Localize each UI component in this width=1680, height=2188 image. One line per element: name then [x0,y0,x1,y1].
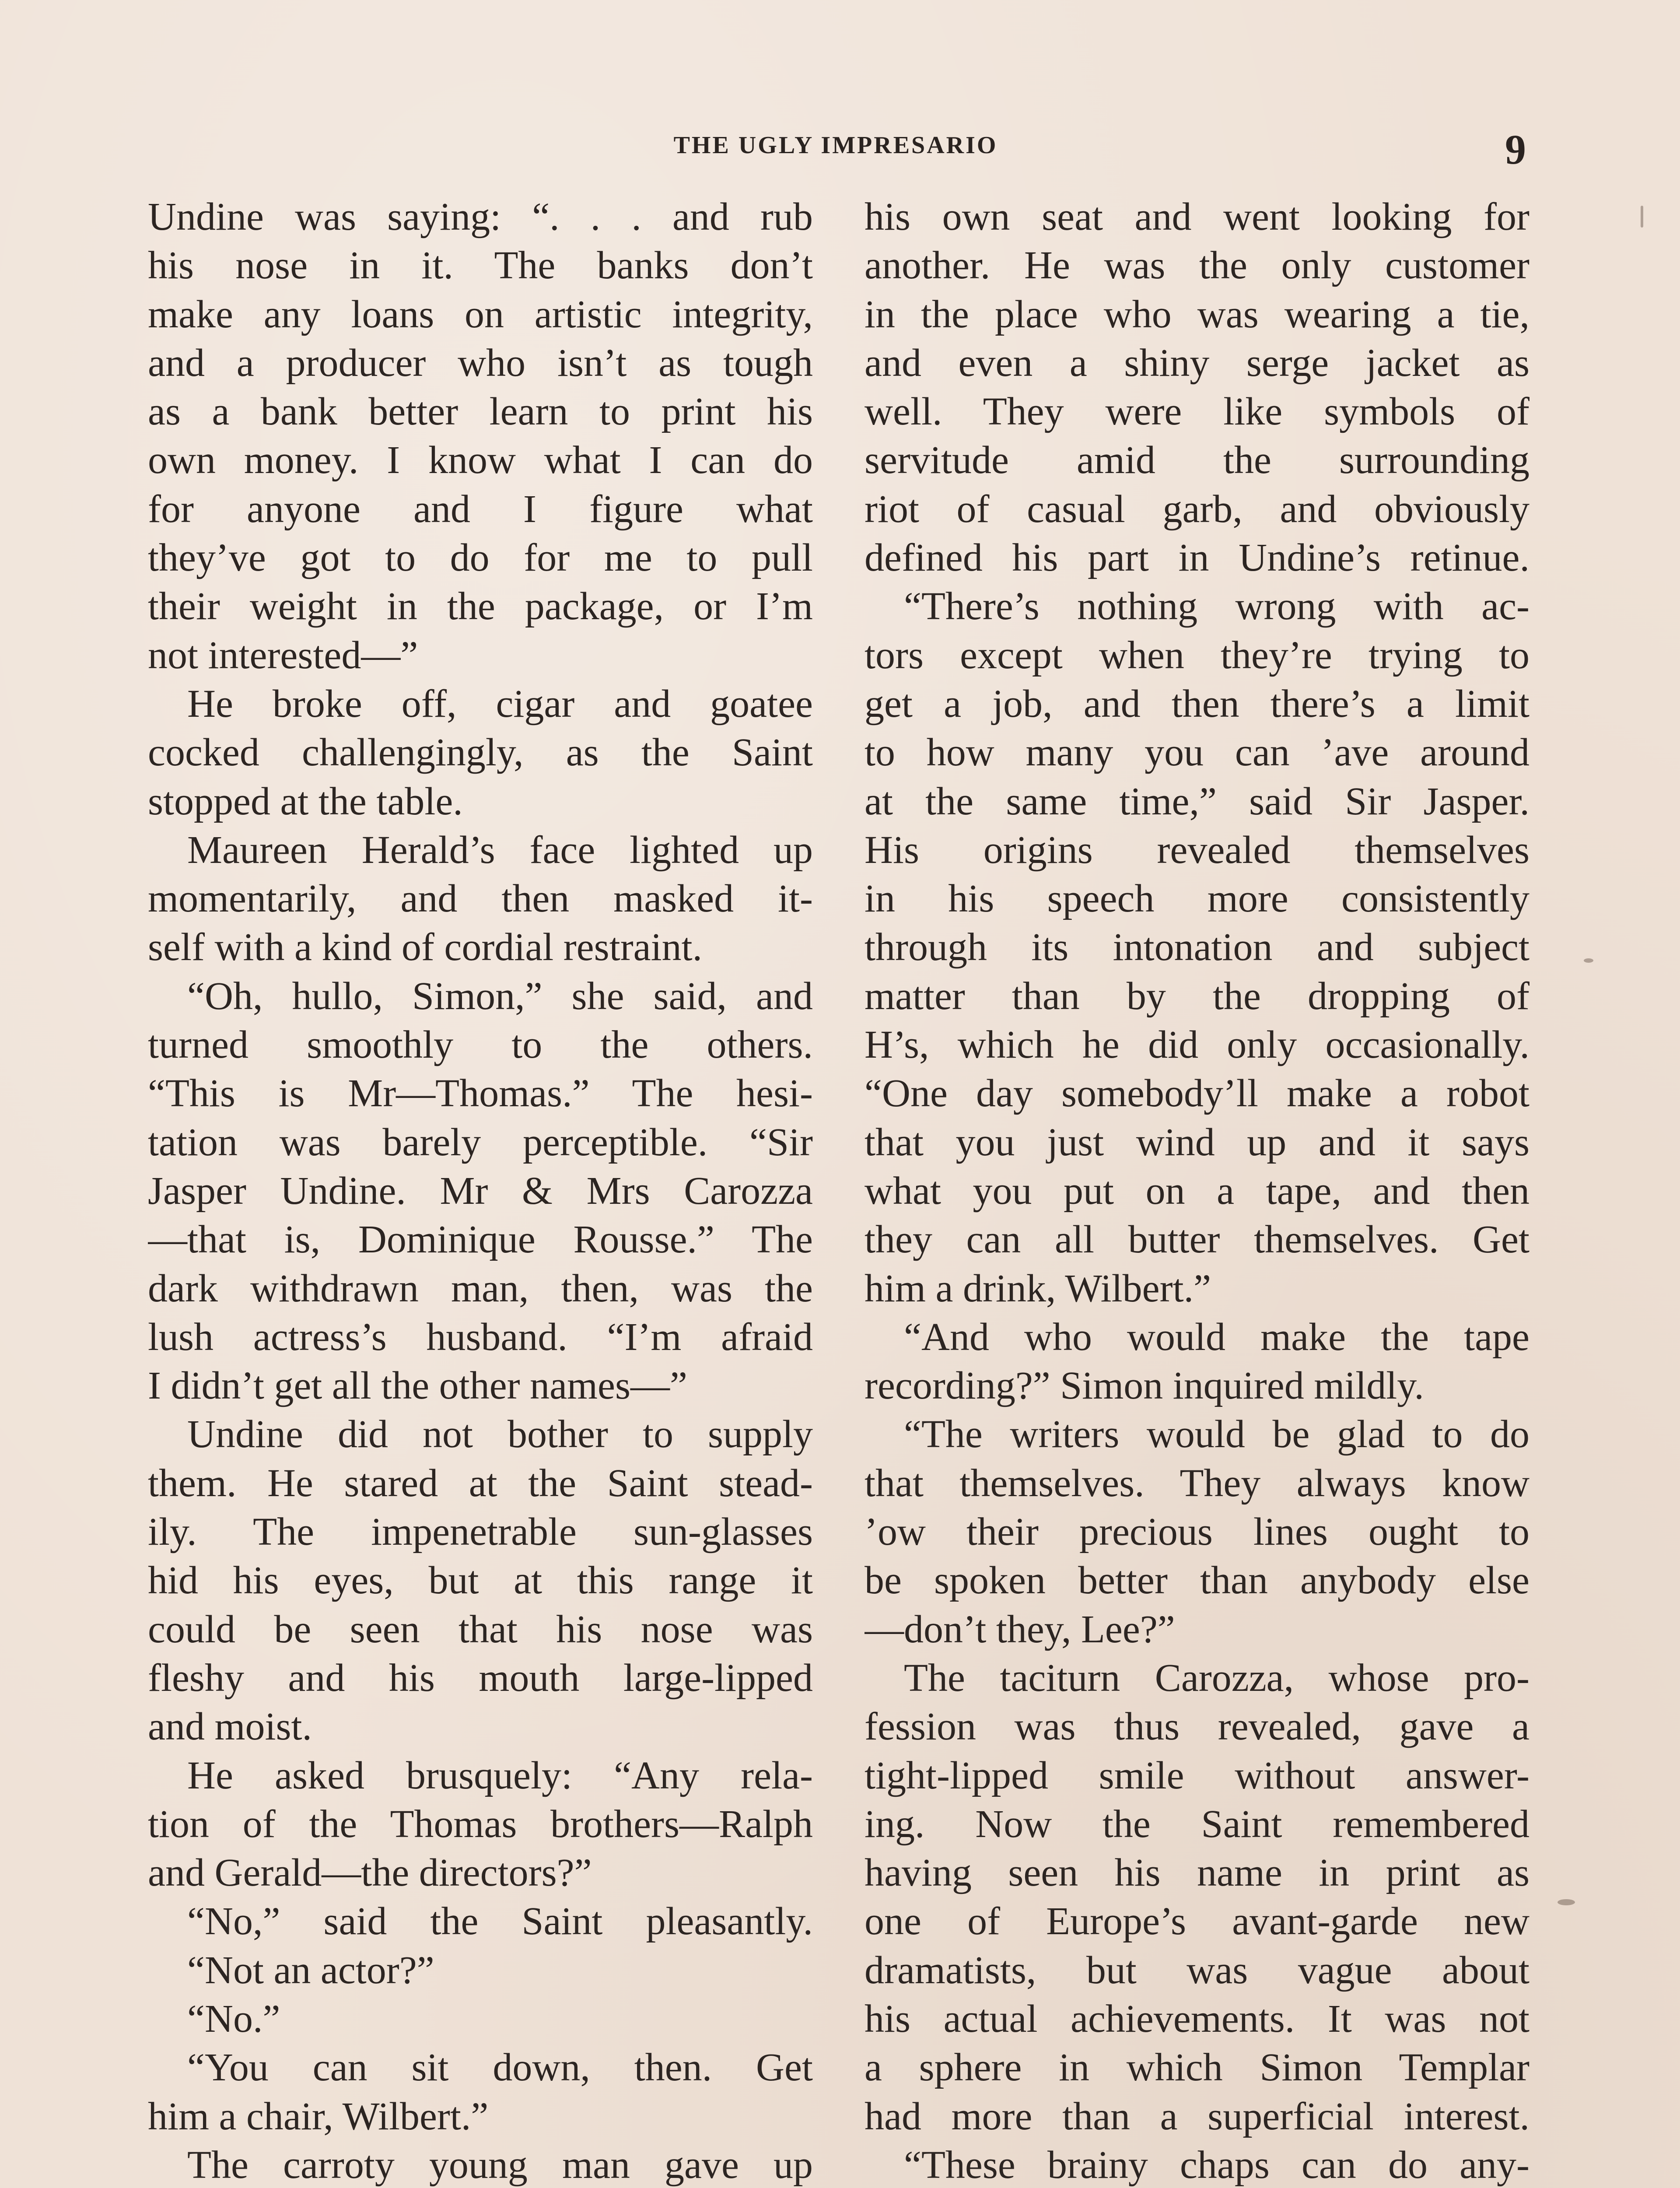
text-line: his nose in it. The banks don’t [148,244,813,288]
text-line: self with a kind of cordial restraint. [148,926,703,969]
ink-speck [1558,1899,1575,1905]
text-line: to how many you can ’ave around [864,731,1530,775]
text-line: “No.” [187,1997,280,2041]
text-line: him a chair, Wilbert.” [148,2094,489,2138]
text-line: “The writers would be glad to do [904,1413,1530,1456]
text-line: recording?” Simon inquired mildly. [864,1364,1424,1408]
text-line: dramatists, but was vague about [864,1948,1530,1992]
text-line: Undine did not bother to supply [187,1413,813,1456]
text-line: lush actress’s husband. “I’m afraid [148,1315,813,1359]
text-line: Maureen Herald’s face lighted up [187,828,813,872]
text-line: had more than a superficial interest. [864,2094,1530,2138]
text-line: H’s, which he did only occasionally. [864,1023,1530,1067]
text-line: cocked challengingly, as the Saint [148,731,813,775]
text-line: be spoken better than anybody else [864,1559,1530,1602]
text-line: fleshy and his mouth large-lipped [148,1656,813,1700]
text-line: tation was barely perceptible. “Sir [148,1120,813,1164]
text-line: and even a shiny serge jacket as [864,341,1530,385]
text-line: that themselves. They always know [864,1461,1530,1505]
text-line: Jasper Undine. Mr & Mrs Carozza [148,1169,813,1213]
text-line: one of Europe’s avant-garde new [864,1900,1530,1943]
text-line: “One day somebody’ll make a robot [864,1072,1530,1115]
text-line: “Oh, hullo, Simon,” she said, and [187,974,813,1018]
text-line: —that is, Dominique Rousse.” The [148,1218,813,1262]
text-line: ing. Now the Saint remembered [864,1802,1530,1846]
text-line: ’ow their precious lines ought to [864,1510,1530,1554]
text-line: and a producer who isn’t as tough [148,341,813,385]
text-line: “Not an actor?” [187,1948,434,1992]
text-line: He asked brusquely: “Any rela- [187,1753,813,1797]
text-line: their weight in the package, or I’m [148,585,813,628]
text-line: his own seat and went looking for [864,195,1530,238]
text-line: well. They were like symbols of [864,390,1530,434]
text-line: and Gerald—the directors?” [148,1851,592,1895]
text-line: tors except when they’re trying to [864,633,1530,677]
text-line: The carroty young man gave up [187,2143,813,2187]
text-line: servitude amid the surrounding [864,438,1530,482]
ink-speck [1584,958,1593,963]
text-line: ily. The impenetrable sun-glasses [148,1510,813,1554]
text-line: fession was thus revealed, gave a [864,1705,1530,1749]
text-line: him a drink, Wilbert.” [864,1266,1211,1310]
text-line: another. He was the only customer [864,244,1530,288]
text-line: own money. I know what I can do [148,438,813,482]
text-line: for anyone and I figure what [148,487,813,531]
text-line: they can all butter themselves. Get [864,1218,1530,1262]
text-line: tight-lipped smile without answer- [864,1753,1530,1797]
text-line: —don’t they, Lee?” [864,1607,1175,1651]
text-line: turned smoothly to the others. [148,1023,813,1067]
text-line: through its intonation and subject [864,926,1530,969]
text-column-left [148,193,813,2188]
ink-speck [1641,206,1643,228]
text-line: at the same time,” said Sir Jasper. [864,779,1530,823]
text-line: “This is Mr—Thomas.” The hesi- [148,1072,813,1115]
text-line: The taciturn Carozza, whose pro- [904,1656,1530,1700]
text-line: in his speech more consistently [864,877,1530,921]
text-line: matter than by the dropping of [864,974,1530,1018]
text-line: stopped at the table. [148,779,463,823]
text-line: dark withdrawn man, then, was the [148,1266,813,1310]
text-line: could be seen that his nose was [148,1607,813,1651]
text-line: a sphere in which Simon Templar [864,2046,1530,2090]
text-line: in the place who was wearing a tie, [864,292,1530,336]
text-line: “No,” said the Saint pleasantly. [187,1900,813,1943]
running-head: THE UGLY IMPRESARIO [673,132,998,159]
text-line: “And who would make the tape [904,1315,1530,1359]
text-line: that you just wind up and it says [864,1120,1530,1164]
text-line: as a bank better learn to print his [148,390,813,434]
text-line: I didn’t get all the other names—” [148,1364,687,1408]
text-line: having seen his name in print as [864,1851,1530,1895]
text-line: hid his eyes, but at this range it [148,1559,813,1602]
text-line: make any loans on artistic integrity, [148,292,813,336]
text-line: them. He stared at the Saint stead- [148,1461,813,1505]
page-number: 9 [1505,126,1526,173]
text-line: Undine was saying: “. . . and rub [148,195,813,238]
text-line: defined his part in Undine’s retinue. [864,536,1530,580]
text-line: riot of casual garb, and obviously [864,487,1530,531]
text-line: He broke off, cigar and goatee [187,682,813,726]
text-line: his actual achievements. It was not [864,1997,1530,2041]
text-line: “There’s nothing wrong with ac- [904,585,1530,628]
text-line: what you put on a tape, and then [864,1169,1530,1213]
text-line: tion of the Thomas brothers—Ralph [148,1802,813,1846]
text-line: not interested—” [148,633,418,677]
text-line: get a job, and then there’s a limit [864,682,1530,726]
text-column-right [864,193,1530,2188]
text-line: His origins revealed themselves [864,828,1530,872]
text-line: “You can sit down, then. Get [187,2046,813,2090]
text-line: “These brainy chaps can do any- [904,2143,1530,2187]
text-line: momentarily, and then masked it- [148,877,813,921]
text-line: they’ve got to do for me to pull [148,536,813,580]
text-line: and moist. [148,1705,312,1749]
